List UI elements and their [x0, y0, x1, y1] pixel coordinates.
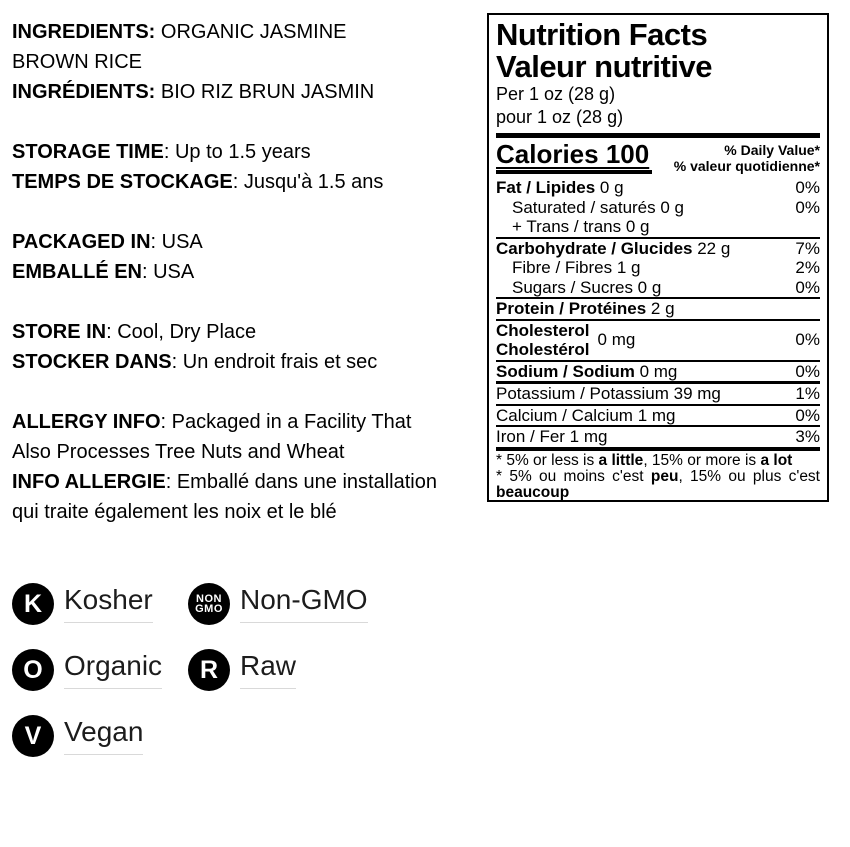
nutrient-row-fibre [496, 258, 820, 278]
footnote-en-bold2: a lot [760, 451, 793, 469]
fat-dv: 0% [795, 178, 820, 197]
product-info-section [12, 17, 486, 557]
non-gmo-icon-line1: NON [196, 593, 222, 605]
non-gmo-icon-line2: GMO [195, 603, 223, 615]
potassium-label: Potassium / Potassium 39 mg [496, 384, 721, 403]
calories-value [496, 141, 652, 174]
raw-icon-letter: R [199, 655, 219, 684]
ingredients-value-en: ORGANIC JASMINE [155, 21, 347, 43]
nutrient-row-potassium [496, 381, 820, 404]
nutrition-facts-panel [487, 13, 829, 502]
sodium-amount: 0 mg [634, 361, 678, 381]
allergy-value-en1: : Packaged in a Facility That [160, 411, 412, 433]
ingredients-label-en: INGREDIENTS: [12, 21, 156, 43]
protein-label [496, 299, 675, 319]
daily-value-footnote [496, 447, 820, 501]
calories-block [496, 138, 820, 178]
saturated-dv: 0% [795, 197, 820, 217]
kosher-icon [12, 583, 54, 625]
footnote-fr-text1: * 5% ou moins c'est [496, 467, 651, 485]
calories-text: Calories 100 [496, 139, 650, 169]
allergy-label-en: ALLERGY INFO [12, 411, 161, 433]
cholesterol-label-fr: Cholestérol [496, 340, 590, 359]
sodium-label-bold: Sodium / Sodium [496, 361, 635, 381]
ingredients-label-fr: INGRÉDIENTS: [12, 81, 156, 103]
fat-label [496, 178, 624, 198]
storage-value-en: : Up to 1.5 years [163, 141, 311, 163]
packaged-value-fr: : USA [142, 261, 195, 283]
badge-non-gmo [188, 583, 368, 625]
fibre-dv: 2% [795, 258, 820, 277]
storage-paragraph [12, 137, 486, 197]
nutrient-row-trans [496, 217, 820, 237]
carbohydrate-dv: 7% [795, 238, 820, 258]
non-gmo-label: Non-GMO [240, 585, 368, 623]
nutrient-row-fat [496, 178, 820, 198]
calcium-label: Calcium / Calcium 1 mg [496, 405, 676, 425]
nutrient-row-sugars [496, 278, 820, 298]
daily-value-header-en: % Daily Value* [724, 142, 820, 158]
badge-organic [12, 649, 188, 691]
sodium-label [496, 362, 677, 382]
store-in-paragraph [12, 317, 486, 377]
protein-amount: 2 g [646, 299, 675, 318]
packaged-label-en: PACKAGED IN [12, 231, 151, 253]
cholesterol-label [496, 321, 590, 360]
iron-dv: 3% [795, 427, 820, 446]
badge-raw [188, 649, 368, 691]
non-gmo-icon [188, 583, 230, 625]
footnote-fr-bold1: peu [650, 467, 679, 485]
fat-label-bold: Fat / Lipides [496, 178, 596, 197]
allergy-line-fr2 [12, 497, 486, 527]
packaged-line-en [12, 227, 486, 257]
ingredients-line-en2 [12, 47, 486, 77]
carbohydrate-label [496, 239, 730, 259]
nutrient-row-calcium [496, 404, 820, 426]
footnote-fr-text2: , 15% ou plus c'est [678, 467, 820, 485]
nutrient-row-carbohydrate [496, 237, 820, 259]
storage-value-fr: : Jusqu'à 1.5 ans [232, 171, 384, 193]
saturated-label: Saturated / saturés 0 g [512, 197, 684, 217]
store-in-label-en: STORE IN [12, 321, 107, 343]
store-in-value-en: : Cool, Dry Place [106, 321, 257, 343]
allergy-line-fr1 [12, 467, 486, 497]
carbohydrate-label-bold: Carbohydrate / Glucides [496, 238, 693, 258]
vegan-icon-letter: V [24, 721, 42, 750]
footnote-en-text1: * 5% or less is [496, 451, 599, 469]
allergy-line-en2 [12, 437, 486, 467]
ingredients-paragraph [12, 17, 486, 107]
badge-kosher [12, 583, 188, 625]
ingredients-line-en [12, 17, 486, 47]
sodium-dv: 0% [795, 361, 820, 381]
vegan-label: Vegan [64, 717, 143, 755]
nutrition-title-en: Nutrition Facts [496, 17, 708, 52]
trans-label: + Trans / trans 0 g [512, 217, 650, 236]
allergy-line-en1 [12, 407, 486, 437]
carbohydrate-amount: 22 g [692, 238, 731, 258]
cholesterol-amount: 0 mg [597, 330, 636, 350]
allergy-value-en2: Also Processes Tree Nuts and Wheat [12, 441, 345, 463]
nutrient-row-protein [496, 297, 820, 319]
packaged-line-fr [12, 257, 486, 287]
storage-label-fr: TEMPS DE STOCKAGE [12, 171, 233, 193]
packaged-value-en: : USA [150, 231, 203, 253]
footnote-en-bold1: a little [598, 451, 644, 469]
packaged-paragraph [12, 227, 486, 287]
cholesterol-dv: 0% [795, 330, 820, 350]
ingredients-value-fr: BIO RIZ BRUN JASMIN [155, 81, 375, 103]
sugars-label: Sugars / Sucres 0 g [512, 277, 662, 297]
sugars-dv: 0% [795, 277, 820, 297]
cholesterol-label-en: Cholesterol [496, 320, 590, 340]
potassium-dv: 1% [795, 384, 820, 403]
serving-size-en: Per 1 oz (28 g) [496, 84, 616, 104]
nutrition-title-fr: Valeur nutritive [496, 49, 712, 84]
ingredients-value-en2: BROWN RICE [12, 51, 142, 73]
daily-value-header-fr: % valeur quotidienne* [673, 158, 820, 174]
serving-size-fr: pour 1 oz (28 g) [496, 107, 624, 127]
organic-icon [12, 649, 54, 691]
footnote-en-text2: , 15% or more is [643, 451, 761, 469]
store-in-line-en [12, 317, 486, 347]
nutrient-row-cholesterol [496, 319, 820, 360]
storage-line-fr [12, 167, 486, 197]
store-in-label-fr: STOCKER DANS [12, 351, 172, 373]
fibre-label: Fibre / Fibres 1 g [512, 258, 641, 277]
store-in-line-fr [12, 347, 486, 377]
protein-label-bold: Protein / Protéines [496, 299, 647, 318]
kosher-label: Kosher [64, 585, 153, 623]
protein-dv [816, 299, 820, 319]
allergy-value-fr2: qui traite également les noix et le blé [12, 501, 337, 523]
footnote-fr-bold2: beaucoup [496, 483, 570, 501]
calcium-dv: 0% [795, 405, 820, 425]
daily-value-header [674, 141, 820, 174]
packaged-label-fr: EMBALLÉ EN [12, 261, 142, 283]
footnote-en [496, 453, 820, 469]
storage-label-en: STORAGE TIME [12, 141, 164, 163]
allergy-label-fr: INFO ALLERGIE [12, 471, 166, 493]
nutrient-row-iron [496, 425, 820, 447]
store-in-value-fr: : Un endroit frais et sec [171, 351, 378, 373]
footnote-fr [496, 469, 820, 501]
nutrient-row-sodium [496, 360, 820, 382]
raw-label: Raw [240, 651, 296, 689]
trans-dv [816, 217, 820, 237]
allergy-value-fr1: : Emballé dans une installation [165, 471, 437, 493]
storage-line-en [12, 137, 486, 167]
organic-icon-letter: O [23, 655, 43, 684]
vegan-icon [12, 715, 54, 757]
ingredients-line-fr [12, 77, 486, 107]
allergy-paragraph [12, 407, 486, 527]
kosher-icon-letter: K [23, 589, 43, 618]
nutrient-row-saturated [496, 198, 820, 218]
iron-label: Iron / Fer 1 mg [496, 427, 608, 446]
certification-badges [12, 583, 368, 757]
badge-vegan [12, 715, 188, 757]
fat-amount: 0 g [595, 178, 624, 197]
raw-icon [188, 649, 230, 691]
organic-label: Organic [64, 651, 162, 689]
